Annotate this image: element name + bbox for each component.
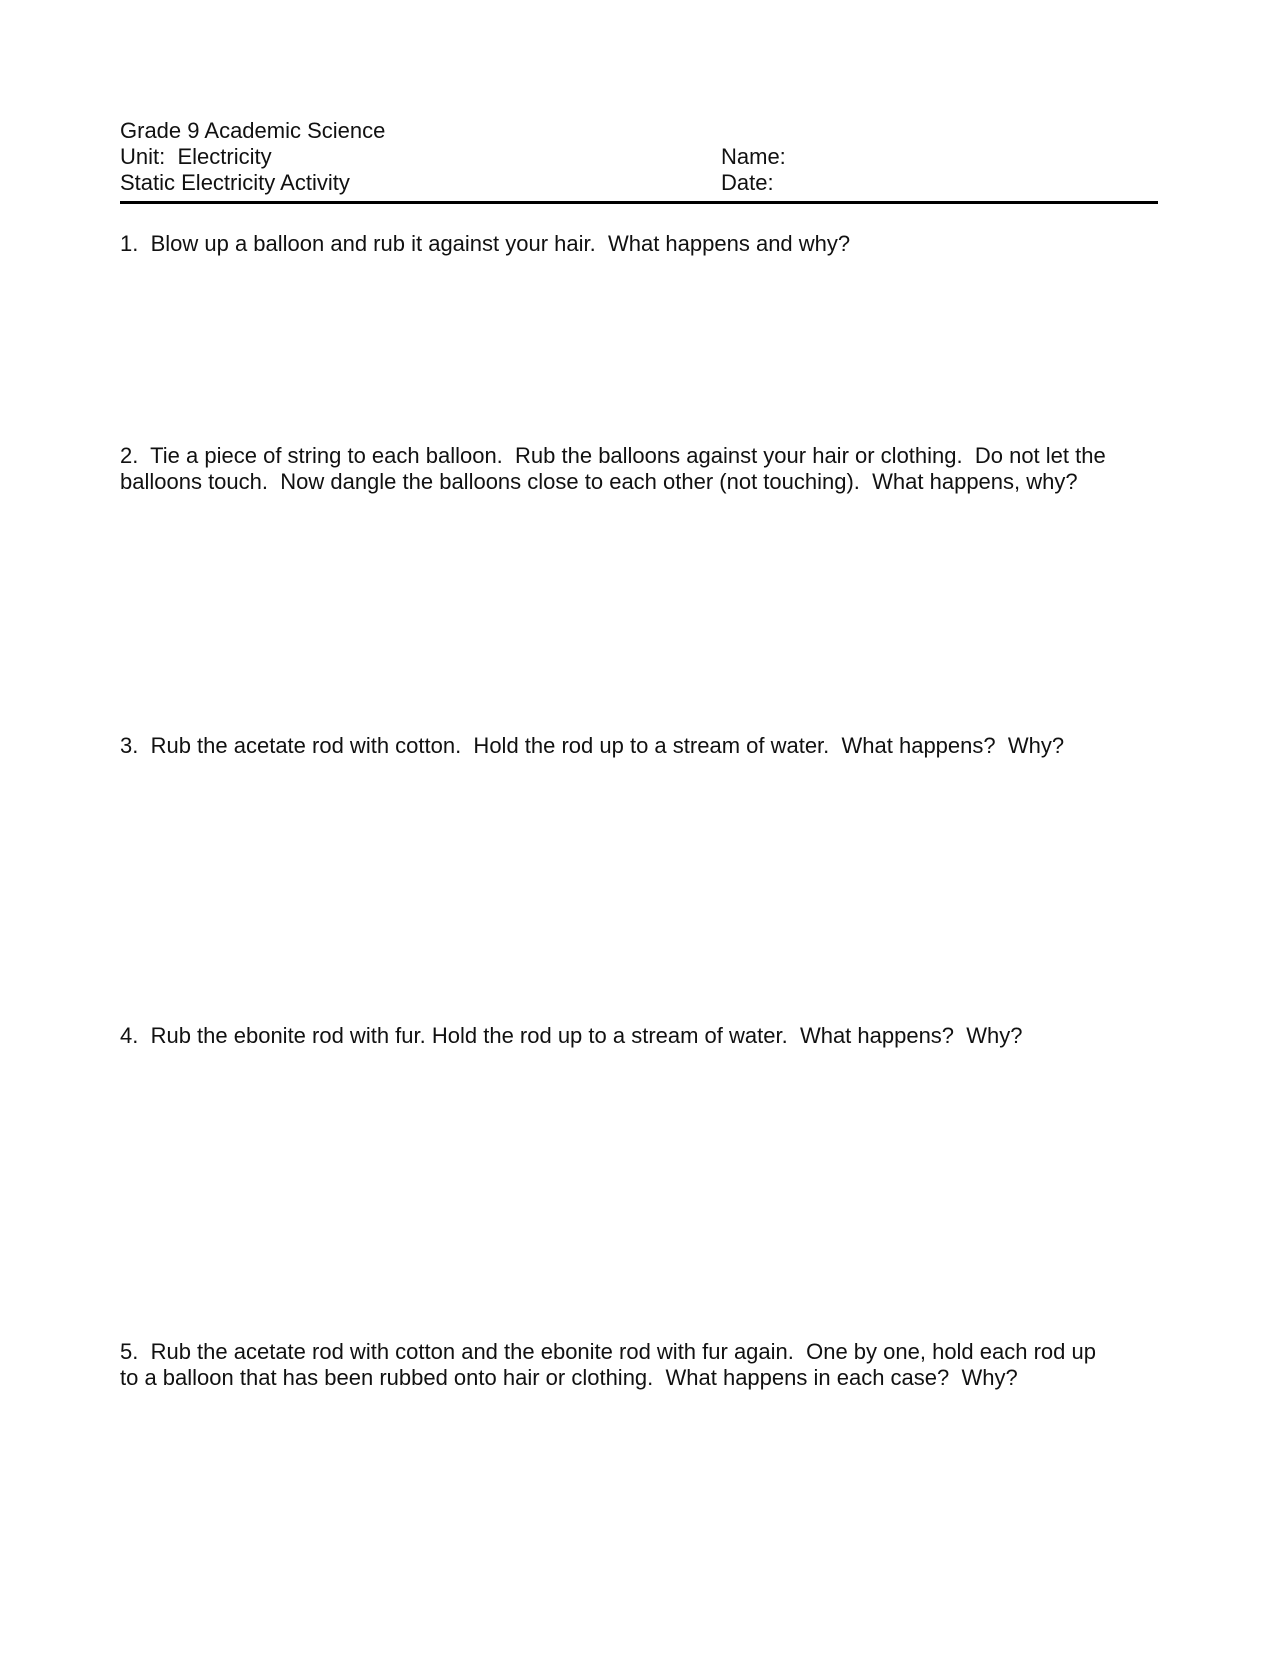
header-divider [120, 201, 1158, 204]
question-5: 5. Rub the acetate rod with cotton and the ebonite rod with fur again. One by one, hold each rod up to a balloon that has been rubbed onto hair or clothing. What happens in each case? Why? [120, 1339, 1096, 1390]
activity-title: Static Electricity Activity [120, 170, 350, 195]
question-4: 4. Rub the ebonite rod with fur. Hold the rod up to a stream of water. What happens? Why? [120, 1023, 1023, 1048]
name-label: Name: [721, 144, 786, 169]
unit-label: Unit: Electricity [120, 144, 272, 169]
course-title: Grade 9 Academic Science [120, 118, 386, 143]
worksheet-header [120, 118, 1158, 202]
question-3: 3. Rub the acetate rod with cotton. Hold the rod up to a stream of water. What happens? Why? [120, 733, 1065, 758]
date-label: Date: [721, 170, 774, 195]
question-1: 1. Blow up a balloon and rub it against your hair. What happens and why? [120, 231, 851, 256]
question-2: 2. Tie a piece of string to each balloon. Rub the balloons against your hair or clothing. Do not let the balloons touch. Now dangle the balloons close to each other (not touching). What happens, why? [120, 443, 1106, 494]
